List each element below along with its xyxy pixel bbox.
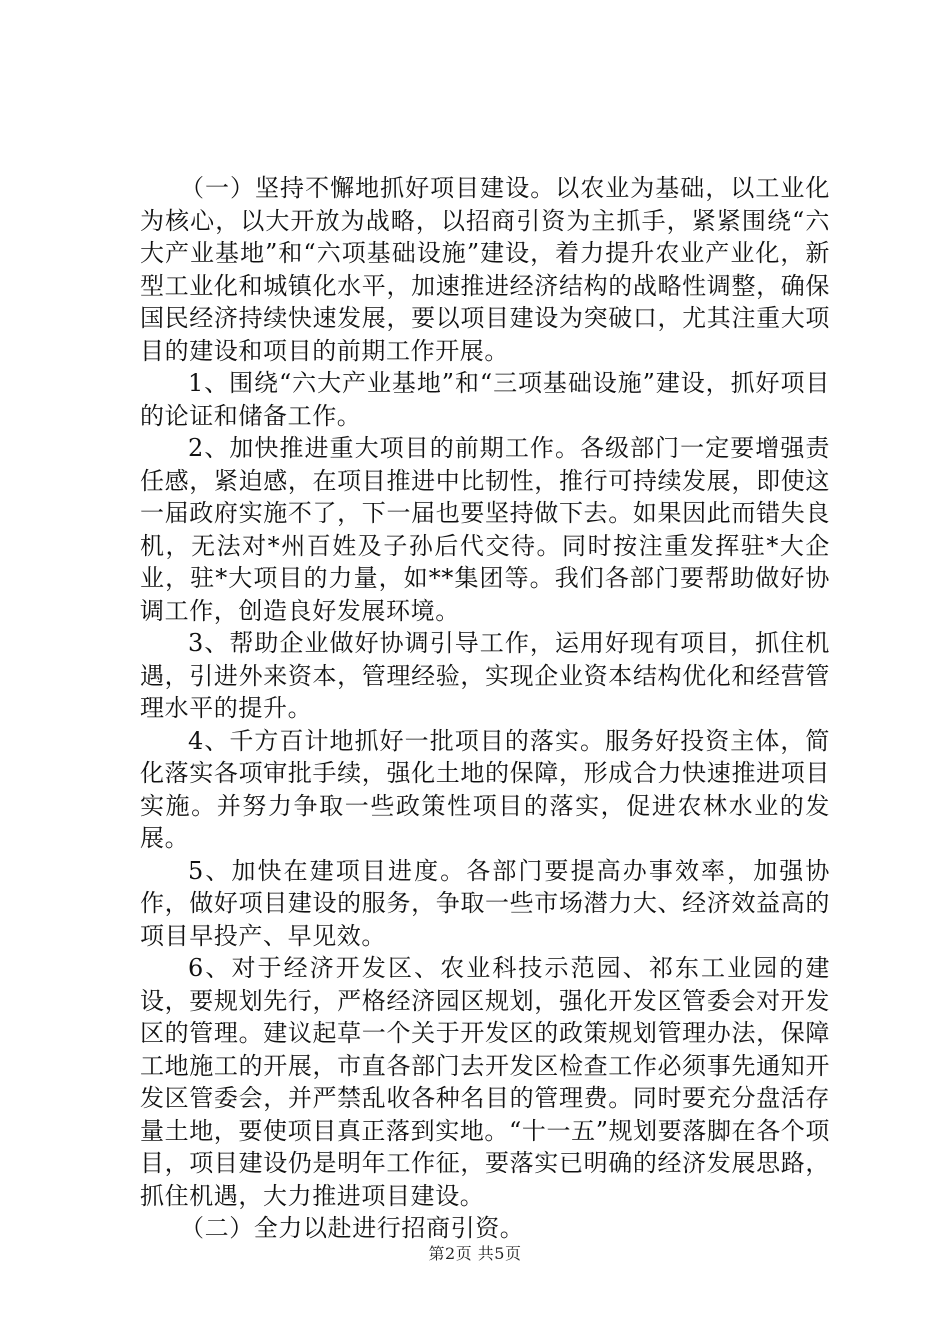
body-paragraph: 4、千方百计地抓好一批项目的落实。服务好投资主体，简化落实各项审批手续，强化土地的保障，形成合力快速推进项目实施。并努力争取一些政策性项目的落实，促进农林水业的发展。 xyxy=(140,726,830,852)
body-paragraph: 2、加快推进重大项目的前期工作。各级部门一定要增强责任感，紧迫感，在项目推进中比韧性，推行可持续发展，即使这一届政府实施不了，下一届也要坚持做下去。如果因此而错失良机，无法对*州百姓及子孙后代交待。同时按注重发挥驻*大企业，驻*大项目的力量，如**集团等。我们各部门要帮助做好协调工作，创造良好发展环境。 xyxy=(140,434,830,625)
body-paragraph: 1、围绕“六大产业基地”和“三项基础设施”建设，抓好项目的论证和储备工作。 xyxy=(140,369,830,430)
section-heading-paragraph: （二）全力以赴进行招商引资。 xyxy=(180,1214,525,1242)
body-paragraph: 3、帮助企业做好协调引导工作，运用好现有项目，抓住机遇，引进外来资本，管理经验，实现企业资本结构优化和经营管理水平的提升。 xyxy=(140,629,830,722)
document-body xyxy=(140,172,830,1245)
page-number-footer: 第2页 共5页 xyxy=(428,1244,522,1263)
body-paragraph: 5、加快在建项目进度。各部门要提高办事效率，加强协作，做好项目建设的服务，争取一些市场潜力大、经济效益高的项目早投产、早见效。 xyxy=(140,856,830,950)
section-heading-paragraph: （一）坚持不懈地抓好项目建设。以农业为基础，以工业化为核心，以大开放为战略，以招商引资为主抓手，紧紧围绕“六大产业基地”和“六项基础设施”建设，着力提升农业产业化，新型工业化和城镇化水平，加速推进经济结构的战略性调整，确保国民经济持续快速发展，要以项目建设为突破口，尤其注重大项目的建设和项目的前期工作开展。 xyxy=(140,174,830,365)
body-paragraph: 6、对于经济开发区、农业科技示范园、祁东工业园的建设，要规划先行，严格经济园区规划，强化开发区管委会对开发区的管理。建议起草一个关于开发区的政策规划管理办法，保障工地施工的开展，市直各部门去开发区检查工作必须事先通知开发区管委会，并严禁乱收各种名目的管理费。同时要充分盘活存量土地，要使项目真正落到实地。“十一五”规划要落脚在各个项目，项目建设仍是明年工作征，要落实已明确的经济发展思路，抓住机遇，大力推进项目建设。 xyxy=(140,954,830,1210)
